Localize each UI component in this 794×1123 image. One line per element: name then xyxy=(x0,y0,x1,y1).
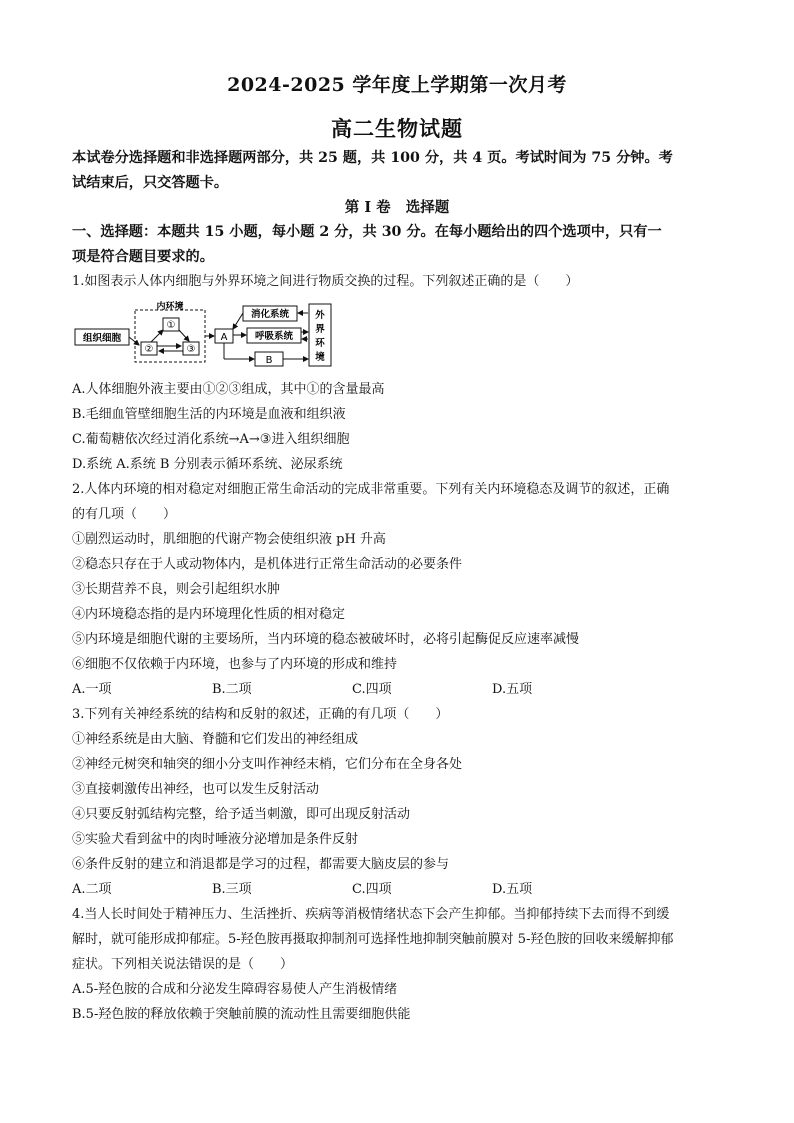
question-2-option: C.四项 xyxy=(352,682,392,697)
question-1-option: A.人体细胞外液主要由①②③组成，其中①的含量最高 xyxy=(72,382,385,397)
section-heading xyxy=(0,196,794,217)
question-2-stem: 2.人体内环境的相对稳定对细胞正常生命活动的完成非常重要。下列有关内环境稳态及调节的叙述，正确 xyxy=(72,482,670,497)
questions-block xyxy=(72,377,722,1027)
question-3-item: ③直接刺激传出神经，也可以发生反射活动 xyxy=(72,782,320,797)
question-1-stem: 1.如图表示人体内细胞与外界环境之间进行物质交换的过程。下列叙述正确的是（ ） xyxy=(72,274,579,289)
question-3-item: ②神经元树突和轴突的细小分支叫作神经末梢，它们分布在全身各处 xyxy=(72,757,463,772)
question-2-item: ②稳态只存在于人或动物体内，是机体进行正常生命活动的必要条件 xyxy=(72,557,463,572)
question-2-option: D.五项 xyxy=(492,682,533,697)
section-name: 选择题 xyxy=(405,199,450,216)
section-instruction xyxy=(72,220,722,270)
exchange-diagram xyxy=(73,300,343,372)
question-3-options xyxy=(72,877,722,902)
question-4-stem: 解时，就可能形成抑郁症。5-羟色胺再摄取抑制剂可选择性地抑制突触前膜对 5-羟色胺的回收来缓解抑郁 xyxy=(72,932,674,947)
digestive-label: 消化系统 xyxy=(250,309,290,320)
question-4-stem: 症状。下列相关说法错误的是（ ） xyxy=(72,957,294,972)
node-a-label: A xyxy=(220,332,228,343)
question-3-option: D.五项 xyxy=(492,882,533,897)
exam-title: 2024-2025 学年度上学期第一次月考 xyxy=(227,74,567,96)
question-1-option: B.毛细血管壁细胞生活的内环境是血液和组织液 xyxy=(72,407,346,422)
external-env-char: 界 xyxy=(315,324,325,335)
external-env-char: 环 xyxy=(315,338,325,349)
node-2-label: ② xyxy=(144,344,154,355)
question-1-option: C.葡萄糖依次经过消化系统→A→③进入组织细胞 xyxy=(72,432,350,447)
question-3-option: C.四项 xyxy=(352,882,392,897)
question-3-item: ①神经系统是由大脑、脊髓和它们发出的神经组成 xyxy=(72,732,359,747)
instruction-line: 一、选择题：本题共 15 小题，每小题 2 分，共 30 分。在每小题给出的四个选项中，只有一 xyxy=(72,224,662,240)
intro-line: 本试卷分选择题和非选择题两部分，共 25 题，共 100 分，共 4 页。考试时间为 75 分钟。考 xyxy=(72,150,673,166)
question-2-item: ①剧烈运动时，肌细胞的代谢产物会使组织液 pH 升高 xyxy=(72,532,386,547)
respiratory-label: 呼吸系统 xyxy=(254,331,294,342)
exam-intro xyxy=(72,146,722,196)
question-1-option: D.系统 A.系统 B 分别表示循环系统、泌尿系统 xyxy=(72,457,343,472)
question-3-option: A.二项 xyxy=(72,882,112,897)
exam-subtitle: 高二生物试题 xyxy=(331,116,463,141)
question-2-stem: 的有几项（ ） xyxy=(72,507,177,522)
question-2-item: ⑤内环境是细胞代谢的主要场所，当内环境的稳态被破坏时，必将引起酶促反应速率减慢 xyxy=(72,632,580,647)
question-2-item: ③长期营养不良，则会引起组织水肿 xyxy=(72,582,281,597)
question-3-item: ④只要反射弧结构完整，给予适当刺激，即可出现反射活动 xyxy=(72,807,411,822)
question-4-option: B.5-羟色胺的释放依赖于突触前膜的流动性且需要细胞供能 xyxy=(72,1007,411,1022)
question-4-stem: 4.当人长时间处于精神压力、生活挫折、疾病等消极情绪状态下会产生抑郁。当抑郁持续下去而得不到缓 xyxy=(72,907,670,922)
question-4-option: A.5-羟色胺的合成和分泌发生障碍容易使人产生消极情绪 xyxy=(72,982,398,997)
question-2-item: ④内环境稳态指的是内环境理化性质的相对稳定 xyxy=(72,607,346,622)
node-1-label: ① xyxy=(166,320,176,331)
question-2-option: A.一项 xyxy=(72,682,112,697)
question-2-item: ⑥细胞不仅依赖于内环境，也参与了内环境的形成和维持 xyxy=(72,657,398,672)
node-3-label: ③ xyxy=(186,344,196,355)
question-2-options xyxy=(72,677,722,702)
external-env-char: 境 xyxy=(315,352,325,363)
internal-env-label: 内环境 xyxy=(156,302,184,312)
question-3-item: ⑤实验犬看到盆中的肉时唾液分泌增加是条件反射 xyxy=(72,832,359,847)
intro-line: 试结束后，只交答题卡。 xyxy=(72,175,229,191)
instruction-line: 项是符合题目要求的。 xyxy=(72,249,214,265)
external-env-char: 外 xyxy=(315,310,325,321)
section-part: 第 I 卷 xyxy=(344,199,391,216)
question-3-stem: 3.下列有关神经系统的结构和反射的叙述，正确的有几项（ ） xyxy=(72,707,449,722)
tissue-cell-label: 组织细胞 xyxy=(82,333,122,344)
question-3-item: ⑥条件反射的建立和消退都是学习的过程，都需要大脑皮层的参与 xyxy=(72,857,450,872)
question-1-stem-block xyxy=(72,269,722,294)
question-3-option: B.三项 xyxy=(212,882,252,897)
node-b-label: B xyxy=(265,355,273,366)
question-2-option: B.二项 xyxy=(212,682,252,697)
